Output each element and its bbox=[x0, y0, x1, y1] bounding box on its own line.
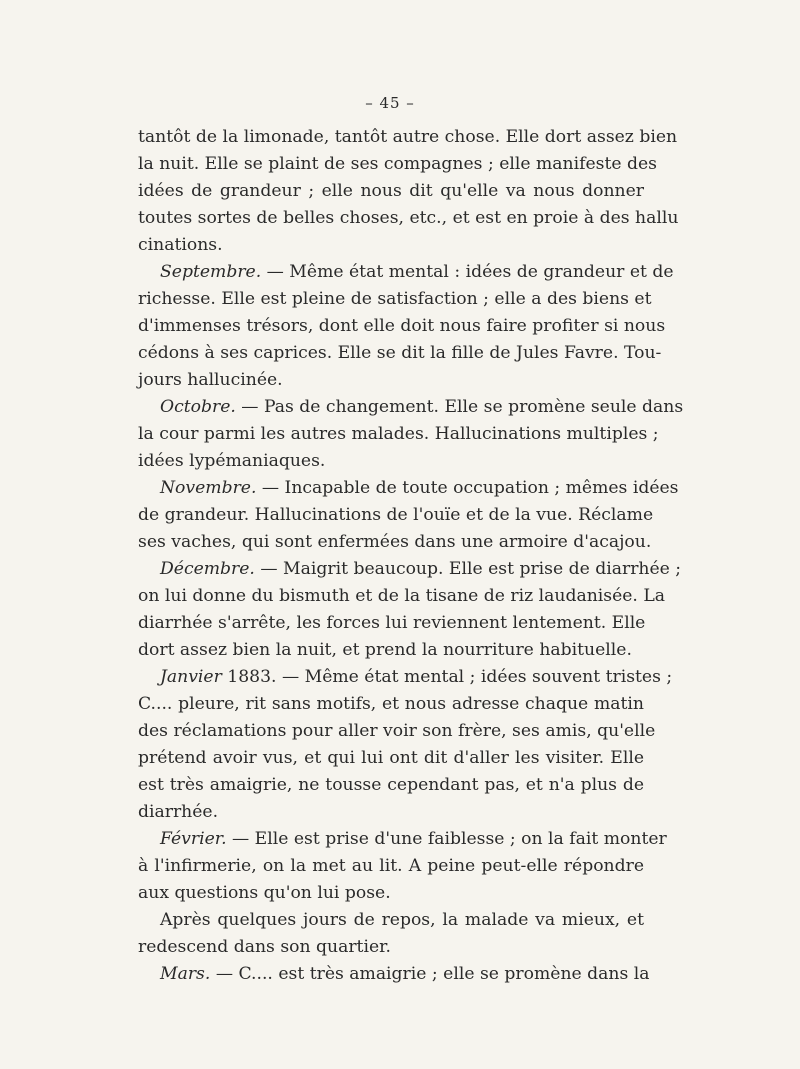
text-line bbox=[138, 151, 658, 178]
text-line bbox=[138, 529, 652, 556]
line-text: diarrhée. bbox=[138, 802, 219, 822]
line-text: est très amaigrie, ne tousse cependant pas, et n'a plus de bbox=[138, 775, 644, 795]
line-text: — Pas de changement. Elle se promène seule dans bbox=[235, 397, 684, 417]
text-line bbox=[138, 448, 644, 475]
text-line bbox=[138, 934, 644, 961]
line-text: diarrhée s'arrête, les forces lui reviennent lentement. Elle bbox=[138, 613, 646, 633]
line-text: — Incapable de toute occupation ; mêmes idées bbox=[256, 478, 679, 498]
page-number: – 45 – bbox=[365, 94, 415, 112]
line-text: — C.... est très amaigrie ; elle se promène dans la bbox=[210, 964, 650, 984]
line-text: C.... pleure, rit sans motifs, et nous adresse chaque matin bbox=[138, 694, 644, 714]
line-text: aux questions qu'on lui pose. bbox=[138, 883, 391, 903]
text-line bbox=[138, 691, 644, 718]
line-text: redescend dans son quartier. bbox=[138, 937, 391, 957]
line-text: la cour parmi les autres malades. Hallucinations multiples ; bbox=[138, 424, 659, 444]
text-line bbox=[138, 232, 644, 259]
month-heading: Décembre. bbox=[160, 559, 255, 579]
line-text: toutes sortes de belles choses, etc., et est en proie à des hallu bbox=[138, 208, 679, 228]
line-text: richesse. Elle est pleine de satisfaction ; elle a des biens et bbox=[138, 289, 652, 309]
text-line bbox=[138, 718, 656, 745]
text-line bbox=[138, 637, 644, 664]
text-line bbox=[138, 880, 644, 907]
month-heading: Novembre. bbox=[160, 478, 257, 498]
line-text: idées de grandeur ; elle nous dit qu'elle va nous donner bbox=[138, 181, 644, 201]
line-text: 1883. — Même état mental ; idées souvent tristes ; bbox=[221, 667, 673, 687]
line-text: des réclamations pour aller voir son frère, ses amis, qu'elle bbox=[138, 721, 656, 741]
line-text: idées lypémaniaques. bbox=[138, 451, 326, 471]
text-line bbox=[138, 961, 650, 988]
text-line bbox=[138, 826, 667, 853]
text-line bbox=[138, 394, 684, 421]
body-text bbox=[138, 124, 684, 988]
text-line bbox=[138, 367, 644, 394]
line-text: — Même état mental : idées de grandeur et de bbox=[261, 262, 674, 282]
text-line bbox=[138, 421, 659, 448]
line-text: — Maigrit beaucoup. Elle est prise de diarrhée ; bbox=[254, 559, 682, 579]
text-line bbox=[138, 745, 644, 772]
text-line bbox=[138, 178, 644, 205]
line-text: cédons à ses caprices. Elle se dit la fille de Jules Favre. Tou- bbox=[138, 343, 662, 363]
text-line bbox=[138, 664, 673, 691]
text-line bbox=[138, 799, 644, 826]
text-line bbox=[138, 340, 662, 367]
text-line bbox=[138, 205, 679, 232]
month-heading: Janvier bbox=[160, 667, 222, 687]
month-heading: Mars. bbox=[160, 964, 211, 984]
line-text: d'immenses trésors, dont elle doit nous faire profiter si nous bbox=[138, 316, 666, 336]
text-line bbox=[138, 259, 674, 286]
line-text: cinations. bbox=[138, 235, 223, 255]
text-line bbox=[138, 907, 644, 934]
text-line bbox=[138, 475, 679, 502]
text-line bbox=[138, 583, 666, 610]
month-heading: Octobre. bbox=[160, 397, 236, 417]
line-text: prétend avoir vus, et qui lui ont dit d'aller les visiter. Elle bbox=[138, 748, 644, 768]
month-heading: Septembre. bbox=[160, 262, 262, 282]
text-line bbox=[138, 313, 666, 340]
line-text: Après quelques jours de repos, la malade va mieux, et bbox=[160, 910, 644, 930]
line-text: tantôt de la limonade, tantôt autre chose. Elle dort assez bien bbox=[138, 127, 678, 147]
line-text: — Elle est prise d'une faiblesse ; on la fait monter bbox=[226, 829, 667, 849]
text-line bbox=[138, 772, 644, 799]
line-text: on lui donne du bismuth et de la tisane de riz laudanisée. La bbox=[138, 586, 666, 606]
text-line bbox=[138, 556, 682, 583]
line-text: la nuit. Elle se plaint de ses compagnes ; elle manifeste des bbox=[138, 154, 658, 174]
line-text: jours hallucinée. bbox=[138, 370, 283, 390]
text-line bbox=[138, 124, 678, 151]
month-heading: Février. bbox=[160, 829, 227, 849]
line-text: ses vaches, qui sont enfermées dans une armoire d'acajou. bbox=[138, 532, 652, 552]
text-line bbox=[138, 286, 652, 313]
line-text: de grandeur. Hallucinations de l'ouïe et de la vue. Réclame bbox=[138, 505, 654, 525]
text-line bbox=[138, 502, 654, 529]
line-text: dort assez bien la nuit, et prend la nourriture habituelle. bbox=[138, 640, 632, 660]
text-line bbox=[138, 610, 644, 637]
line-text: à l'infirmerie, on la met au lit. A peine peut-elle répondre bbox=[138, 856, 644, 876]
text-line bbox=[138, 853, 644, 880]
